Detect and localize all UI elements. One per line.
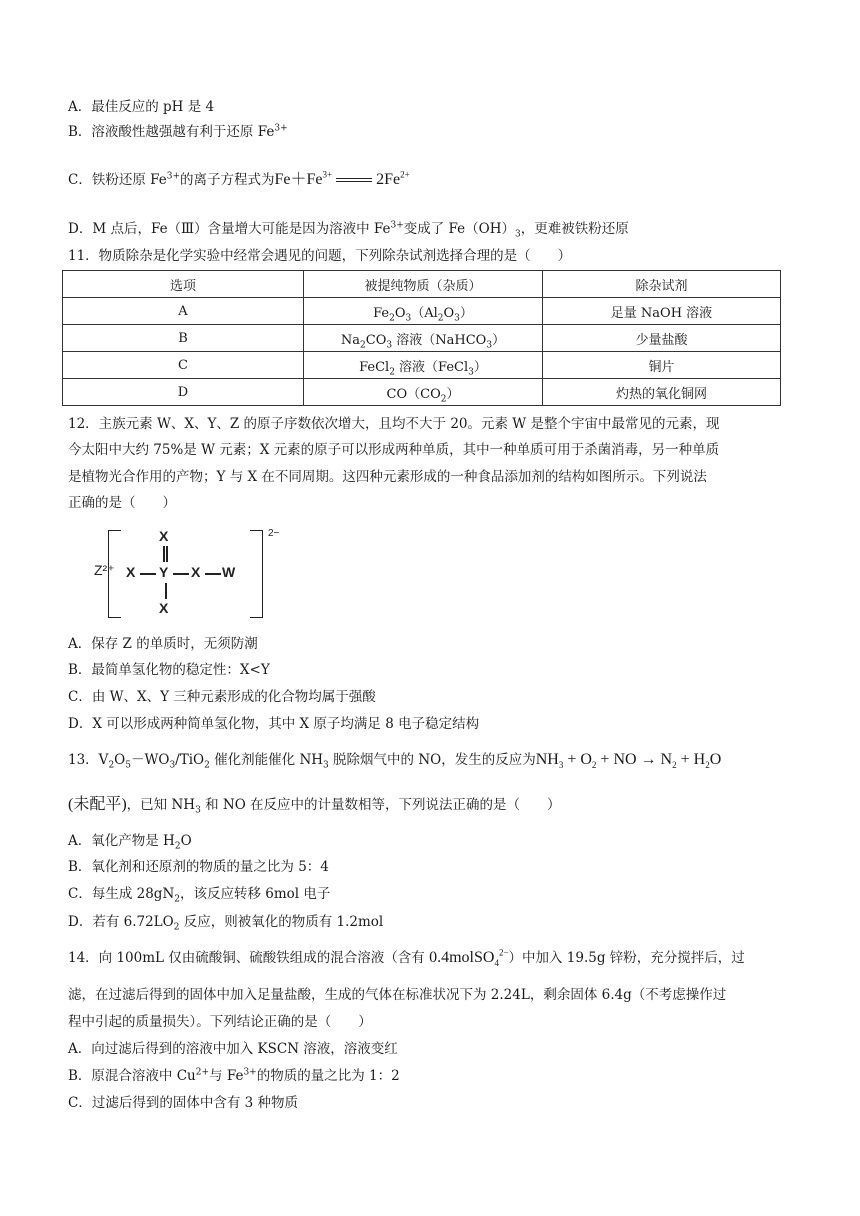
q12-stem-line-1: 12．主族元素 W、X、Y、Z 的原子序数依次增大，且均不大于 20。元素 W 是整个宇宙中最常见的元素，现 <box>68 416 720 432</box>
table-row <box>63 325 781 352</box>
bracket-left <box>108 530 121 618</box>
q13-option-d: D．若有 $6.72LO_2$ 反应，则被氧化的物质有 1.2mol <box>68 914 384 933</box>
bond-y-xb <box>165 583 167 599</box>
q13-option-a: A．氧化产物是 $H_2O$ <box>68 833 192 852</box>
bond-xl-y <box>140 573 156 575</box>
bond-double-1 <box>163 546 165 562</box>
header-option: 选项 <box>63 271 304 298</box>
cell-option: C <box>63 352 304 379</box>
bond-xr-w <box>205 573 221 575</box>
q12-option-b: B．最简单氢化物的稳定性：X<Y <box>68 662 270 678</box>
atom-x-bottom: X <box>159 600 169 616</box>
q14-option-b: B．原混合溶液中 $Cu^{2+}$与 $Fe^{3+}$的物质的量之比为 1：2 <box>68 1067 400 1084</box>
anion-charge: 2− <box>268 528 280 539</box>
q10-option-d: D．M 点后，Fe（Ⅲ）含量增大可能是因为溶液中 $Fe^{3+}$变成了 $Fe(OH)_3$，更难被铁粉还原 <box>68 220 629 240</box>
q14-option-a: A．向过滤后得到的溶液中加入 KSCN 溶液，溶液变红 <box>68 1041 398 1057</box>
cell-option: B <box>63 325 304 352</box>
cell-reagent: 少量盐酸 <box>543 325 781 352</box>
atom-y: Y <box>159 564 169 580</box>
table-row <box>63 379 781 406</box>
q12-stem-line-3: 是植物光合作用的产物；Y 与 X 在不同周期。这四种元素形成的一种食品添加剂的结构如图所示。下列说法 <box>68 469 707 485</box>
q14-option-c: C．过滤后得到的固体中含有 3 种物质 <box>68 1095 299 1111</box>
q11-table <box>62 270 781 406</box>
atom-x-right: X <box>191 564 201 580</box>
cell-reagent: 灼热的氧化铜网 <box>543 379 781 406</box>
cell-substance: $Na_2CO_3$ 溶液（NaHCO$_3$） <box>304 325 543 352</box>
q12-stem-line-4: 正确的是（ ） <box>68 495 176 511</box>
q10-option-a: A．最佳反应的 pH 是 4 <box>68 99 215 115</box>
q12-stem-line-2: 今太阳中大约 75%是 W 元素；X 元素的原子可以形成两种单质，其中一种单质可用于杀菌消毒，另一种单质 <box>68 442 720 458</box>
table-row <box>63 298 781 325</box>
q13-stem-line-1: 13．$V_2O_5-WO_3/TiO_2$ 催化剂能催化 $NH_3$ 脱除烟气中的 NO，发生的反应为$NH_3 + O_2$ + NO → $N_2 + H_2O$ <box>68 751 722 771</box>
q13-option-b: B．氧化剂和还原剂的物质的量之比为 5：4 <box>68 859 329 875</box>
atom-x-top: X <box>159 528 169 544</box>
atom-x-left: X <box>126 564 136 580</box>
q13-equation: $NH_3 + O_2$ + NO → $N_2 + H_2O$ <box>535 751 722 771</box>
cell-substance: $Fe_2O_3(Al_2O_3)$ <box>304 298 543 325</box>
atom-w: W <box>222 564 236 580</box>
bond-y-xr <box>173 573 189 575</box>
bracket-right <box>250 530 263 618</box>
cation-label: Z²⁺ <box>94 562 115 578</box>
cell-substance: FeCl$_2$ 溶液（FeCl$_3$） <box>304 352 543 379</box>
q14-stem-line-3: 程中引起的质量损失）。下列结论正确的是（ ） <box>68 1014 372 1030</box>
q13-stem-line-2: (未配平)，已知 $NH_3$ 和 NO 在反应中的计量数相等，下列说法正确的是（ ） <box>68 796 561 816</box>
structure-figure <box>94 528 288 628</box>
q11-stem: 11．物质除杂是化学实验中经常会遇见的问题，下列除杂试剂选择合理的是（ ） <box>68 248 572 264</box>
header-reagent: 除杂试剂 <box>543 271 781 298</box>
q12-option-d: D．X 可以形成两种简单氢化物，其中 X 原子均满足 8 电子稳定结构 <box>68 716 480 732</box>
cell-reagent: 足量 NaOH 溶液 <box>543 298 781 325</box>
q14-stem-line-2: 滤，在过滤后得到的固体中加入足量盐酸，生成的气体在标准状况下为 2.24L，剩余固体 6.4g（不考虑操作过 <box>68 987 727 1003</box>
q10-option-c: C．铁粉还原 $Fe^{3+}$的离子方程式为$Fe+Fe^{3+}$ $2Fe^{2+}$ <box>68 169 410 188</box>
q13-option-c: C．每生成 $28gN_2$，该反应转移 6mol 电子 <box>68 886 331 905</box>
cell-option: D <box>63 379 304 406</box>
q12-option-a: A．保存 Z 的单质时，无须防潮 <box>68 636 258 652</box>
table-row <box>63 352 781 379</box>
header-substance: 被提纯物质（杂质） <box>304 271 543 298</box>
cell-substance: $CO(CO_2)$ <box>304 379 543 406</box>
table-header-row <box>63 271 781 298</box>
q14-stem-line-1: 14．向 100mL 仅由硫酸铜、硫酸铁组成的混合溶液（含有 0.4molSO$_4^{2-}$）中加入 19.5g 锌粉，充分搅拌后，过 <box>68 947 745 969</box>
bond-double-2 <box>166 546 168 562</box>
q12-option-c: C．由 W、X、Y 三种元素形成的化合物均属于强酸 <box>68 689 376 705</box>
q10-option-b: B．溶液酸性越强越有利于还原 $Fe^{3+}$ <box>68 123 288 140</box>
cell-option: A <box>63 298 304 325</box>
cell-reagent: 铜片 <box>543 352 781 379</box>
